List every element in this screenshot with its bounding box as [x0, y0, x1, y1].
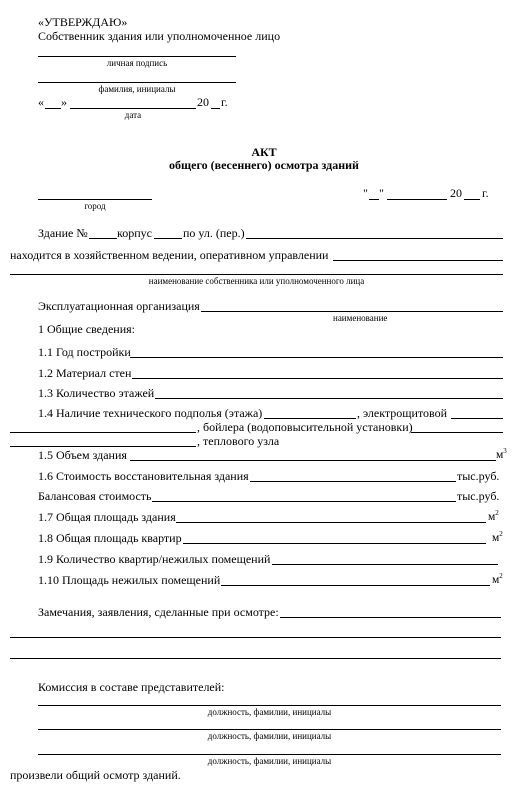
nonresidential-area-label: 1.10 Площадь нежилых помещений — [38, 573, 221, 587]
building-number-label: Здание № — [38, 226, 88, 240]
boiler-label: , бойлера (водоповысительной установки) — [197, 420, 413, 434]
remarks-line-1[interactable] — [280, 617, 501, 618]
building-corpus-label: корпус — [117, 226, 152, 240]
total-area-label: 1.7 Общая площадь здания — [38, 510, 176, 524]
approval-date-caption: дата — [124, 110, 142, 120]
switchboard-label: , электрощитовой — [357, 406, 448, 420]
volume-unit: $м^3$ — [496, 447, 507, 461]
basement-label: 1.4 Наличие технического подполья (этажа) — [38, 406, 263, 420]
floors-label: 1.3 Количество этажей — [38, 386, 155, 400]
approval-date-open-quote: « — [38, 95, 44, 109]
approval-year-prefix: 20 — [197, 95, 209, 109]
apartments-count-label: 1.9 Количество квартир/нежилых помещений — [38, 552, 271, 566]
date-day-line[interactable] — [369, 199, 379, 200]
date-close-quote: " — [379, 186, 384, 200]
city-line[interactable] — [38, 199, 152, 200]
management-label: находится в хозяйственном ведении, оперативном управлении — [10, 248, 329, 262]
switchboard-line[interactable] — [451, 418, 503, 419]
name-line[interactable] — [38, 82, 236, 83]
approval-day-line[interactable] — [45, 108, 61, 109]
apartments-count-line[interactable] — [272, 564, 498, 565]
volume-line[interactable] — [130, 460, 496, 461]
building-street-label: по ул. (пер.) — [183, 226, 245, 240]
owner-name-caption: наименование собственника или уполномоченного лица — [148, 276, 365, 286]
document-subtitle: общего (весеннего) осмотра зданий — [169, 158, 359, 172]
operating-org-label: Эксплуатационная организация — [38, 299, 200, 313]
date-year-suffix: г. — [482, 186, 489, 200]
year-built-label: 1.1 Год постройки — [38, 345, 131, 359]
balance-cost-unit: тыс.руб. — [457, 489, 500, 503]
document-title: АКТ — [251, 145, 277, 159]
nonresidential-area-unit: $м^2$ — [492, 572, 503, 586]
signature-line[interactable] — [38, 56, 236, 57]
commission-label: Комиссия в составе представителей: — [38, 680, 225, 694]
general-info-heading: 1 Общие сведения: — [38, 322, 135, 336]
year-built-line[interactable] — [130, 357, 503, 358]
balance-cost-line[interactable] — [152, 501, 456, 502]
restoration-cost-unit: тыс.руб. — [457, 469, 500, 483]
commission-member-caption-2: должность, фамилии, инициалы — [207, 731, 332, 741]
remarks-line-3[interactable] — [10, 658, 501, 659]
apartments-area-unit: $м^2$ — [492, 530, 503, 544]
remarks-label: Замечания, заявления, сделанные при осмотре: — [38, 605, 279, 619]
management-line[interactable] — [333, 260, 503, 261]
apartments-area-line[interactable] — [183, 543, 486, 544]
basement-line[interactable] — [264, 418, 356, 419]
apartments-area-label: 1.8 Общая площадь квартир — [38, 531, 182, 545]
date-year-prefix: 20 — [450, 186, 462, 200]
restoration-cost-label: 1.6 Стоимость восстановительная здания — [38, 469, 249, 483]
approval-year-line[interactable] — [211, 108, 220, 109]
approval-year-suffix: г. — [221, 95, 228, 109]
date-year-line[interactable] — [464, 199, 480, 200]
name-caption: фамилия, инициалы — [98, 84, 176, 94]
floors-line[interactable] — [155, 398, 503, 399]
date-open-quote: " — [363, 186, 368, 200]
remarks-line-2[interactable] — [10, 637, 501, 638]
closing-statement: произвели общий осмотр зданий. — [10, 768, 181, 782]
operating-org-caption: наименование — [333, 313, 388, 323]
building-street-line[interactable] — [246, 238, 503, 239]
balance-cost-label: Балансовая стоимость — [38, 489, 152, 503]
approval-date-close-quote: » — [61, 95, 67, 109]
restoration-cost-line[interactable] — [250, 481, 456, 482]
heat-unit-label: , теплового узла — [197, 434, 280, 448]
city-caption: город — [84, 201, 106, 211]
wall-material-line[interactable] — [132, 378, 503, 379]
approval-month-line[interactable] — [70, 108, 196, 109]
signature-caption: личная подпись — [106, 58, 168, 68]
date-month-line[interactable] — [387, 199, 447, 200]
boiler-line[interactable] — [10, 432, 196, 433]
commission-member-line-3[interactable] — [38, 754, 501, 755]
building-corpus-line[interactable] — [154, 238, 182, 239]
total-area-line[interactable] — [176, 522, 486, 523]
building-number-line[interactable] — [89, 238, 117, 239]
approval-heading: «УТВЕРЖДАЮ» — [38, 15, 128, 29]
wall-material-label: 1.2 Материал стен — [38, 366, 132, 380]
commission-member-line-2[interactable] — [38, 729, 501, 730]
commission-member-caption-1: должность, фамилии, инициалы — [207, 707, 332, 717]
operating-org-line[interactable] — [201, 311, 503, 312]
volume-label: 1.5 Объем здания — [38, 448, 127, 462]
owner-name-line[interactable] — [10, 274, 503, 275]
boiler-value-line[interactable] — [411, 432, 503, 433]
commission-member-caption-3: должность, фамилии, инициалы — [207, 756, 332, 766]
total-area-unit: $м^2$ — [488, 509, 499, 523]
heat-unit-line[interactable] — [10, 446, 196, 447]
approval-owner-label: Собственник здания или уполномоченное лицо — [38, 29, 281, 43]
nonresidential-area-line[interactable] — [221, 585, 490, 586]
commission-member-line-1[interactable] — [38, 705, 501, 706]
